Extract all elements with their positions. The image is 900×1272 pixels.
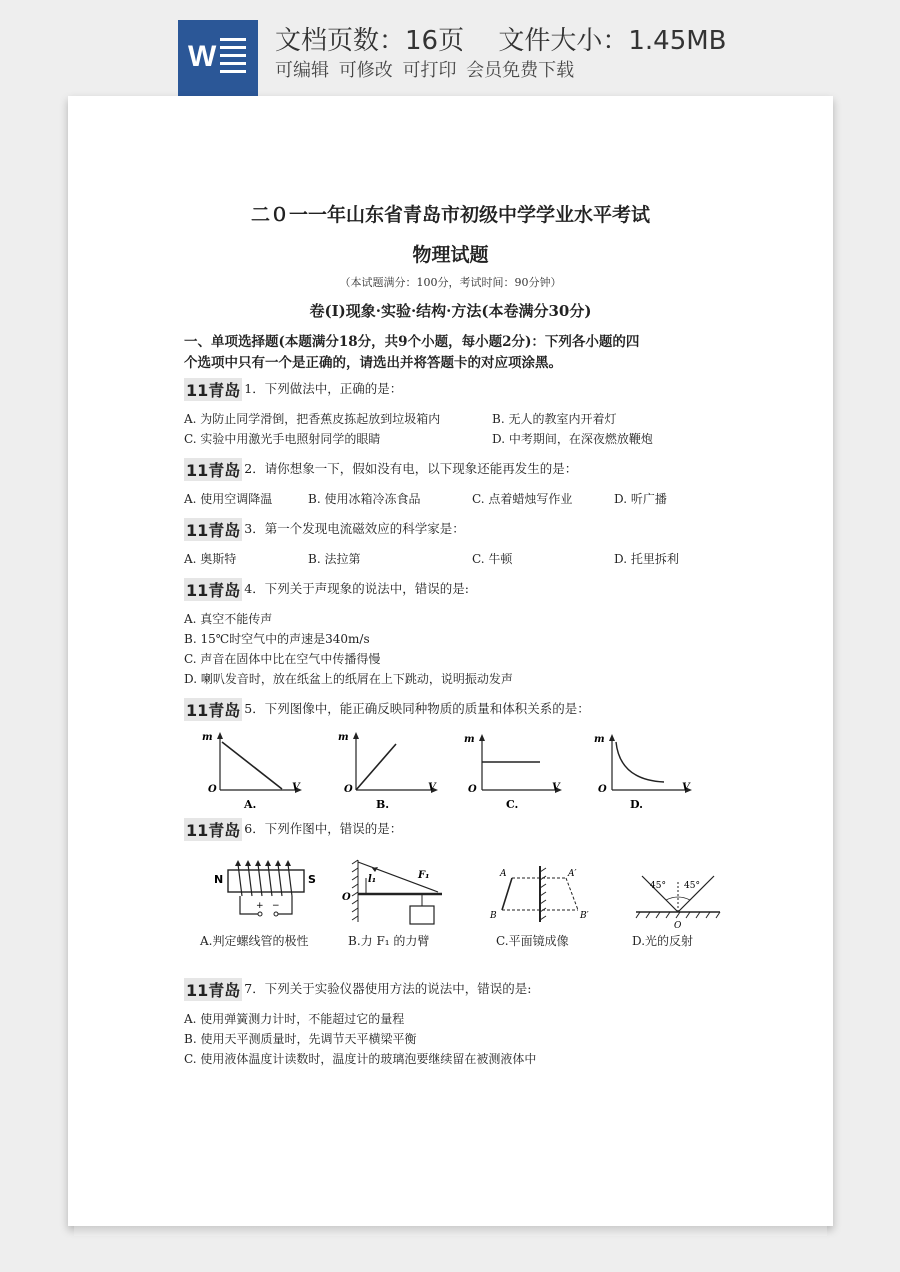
question-2 — [184, 458, 577, 481]
f1-label: F₁ — [418, 870, 430, 881]
graph-label: B. — [376, 798, 390, 811]
pole-s: S — [308, 873, 316, 886]
pole-n: N — [214, 873, 224, 886]
graph-d — [590, 728, 700, 812]
l1-label: l₁ — [368, 874, 377, 885]
source-tag: 11青岛 — [184, 378, 242, 401]
option-c: C. 牛顿 — [472, 552, 513, 566]
intro-line: 个选项中只有一个是正确的，请选出并将答题卡的对应项涂黑。 — [184, 355, 562, 371]
solenoid-figure — [208, 856, 328, 928]
source-tag: 11青岛 — [184, 518, 242, 541]
point-a: A — [500, 869, 507, 879]
source-tag: 11青岛 — [184, 578, 242, 601]
figure-caption-d: D.光的反射 — [632, 934, 694, 948]
option-d: D. 托里拆利 — [614, 552, 679, 566]
option-b: B. 15℃时空气中的声速是340m/s — [184, 632, 370, 646]
y-axis-label: m — [202, 732, 213, 743]
figure-caption-c: C.平面镜成像 — [496, 934, 569, 948]
figure-caption-b: B.力 F₁ 的力臂 — [348, 934, 430, 948]
x-axis-label: V — [428, 782, 436, 793]
option-b: B. 无人的教室内开着灯 — [492, 412, 617, 426]
source-tag: 11青岛 — [184, 818, 242, 841]
option-b: B. 使用冰箱冷冻食品 — [308, 492, 421, 506]
download-banner — [0, 0, 900, 96]
origin-label: O — [344, 784, 353, 795]
graph-label: A. — [244, 798, 257, 811]
exam-title: 二０一一年山东省青岛市初级中学学业水平考试 — [250, 204, 650, 226]
question-6 — [184, 818, 402, 841]
option-a: A. 奥斯特 — [184, 552, 237, 566]
option-b: B. 使用天平测质量时，先调节天平横梁平衡 — [184, 1032, 417, 1046]
point-a-image: A′ — [568, 869, 577, 879]
option-c: C. 声音在固体中比在空气中传播得慢 — [184, 652, 381, 666]
question-5 — [184, 698, 590, 721]
x-axis-label: V — [682, 782, 690, 793]
reflection-figure — [628, 868, 728, 932]
graph-c — [460, 728, 570, 812]
question-stem: 6．下列作图中，错误的是： — [244, 821, 403, 836]
figure-caption-a: A.判定螺线管的极性 — [200, 934, 309, 948]
file-info: 文档页数：16页 文件大小：1.45MB — [275, 26, 727, 56]
option-a: A. 为防止同学滑倒，把香蕉皮拣起放到垃圾箱内 — [184, 412, 441, 426]
option-d: D. 听广播 — [614, 492, 667, 506]
file-features: 可编辑 可修改 可打印 会员免费下载 — [275, 60, 575, 81]
option-a: A. 真空不能传声 — [184, 612, 273, 626]
exam-subtitle: 物理试题 — [412, 244, 489, 266]
question-7 — [184, 978, 531, 1001]
question-stem: 5．下列图像中，能正确反映同种物质的质量和体积关系的是： — [244, 701, 590, 716]
incidence-point: O — [674, 921, 682, 931]
source-tag: 11青岛 — [184, 978, 242, 1001]
graph-label: C. — [506, 798, 519, 811]
document-page — [68, 96, 833, 1226]
point-b-image: B′ — [580, 911, 589, 921]
minus-sign: − — [272, 901, 280, 911]
graph-b — [336, 728, 446, 812]
point-b: B — [490, 911, 497, 921]
question-3 — [184, 518, 465, 541]
angle-label: 45° — [684, 881, 700, 891]
x-axis-label: V — [552, 782, 560, 793]
question-stem: 4．下列关于声现象的说法中，错误的是: — [244, 581, 469, 596]
section-heading: 卷(I)现象·实验·结构·方法(本卷满分30分) — [309, 302, 592, 320]
option-a: A. 使用空调降温 — [184, 492, 273, 506]
question-stem: 7．下列关于实验仪器使用方法的说法中，错误的是: — [244, 981, 532, 996]
pivot-label: O — [342, 892, 351, 903]
origin-label: O — [598, 784, 607, 795]
origin-label: O — [468, 784, 477, 795]
source-tag: 11青岛 — [184, 698, 242, 721]
intro-line: 一、单项选择题(本题满分18分，共9个小题，每小题2分)：下列各小题的四 — [184, 334, 640, 350]
option-d: D. 中考期间，在深夜燃放鞭炮 — [492, 432, 653, 446]
source-tag: 11青岛 — [184, 458, 242, 481]
x-axis-label: V — [292, 782, 300, 793]
question-stem: 3．第一个发现电流磁效应的科学家是： — [244, 521, 465, 536]
mirror-figure — [486, 864, 596, 926]
exam-note: （本试题满分：100分，考试时间：90分钟） — [339, 276, 562, 289]
question-stem: 1．下列做法中，正确的是： — [244, 381, 403, 396]
word-doc-icon — [178, 20, 258, 96]
y-axis-label: m — [464, 734, 475, 745]
plus-sign: + — [256, 901, 264, 911]
section-intro — [184, 332, 739, 374]
question-1 — [184, 378, 402, 401]
origin-label: O — [208, 784, 217, 795]
graph-label: D. — [630, 798, 643, 811]
lever-figure — [338, 856, 450, 928]
y-axis-label: m — [594, 734, 605, 745]
option-b: B. 法拉第 — [308, 552, 361, 566]
option-a: A. 使用弹簧测力计时，不能超过它的量程 — [184, 1012, 405, 1026]
word-icon-letter: W — [188, 40, 217, 73]
question-4 — [184, 578, 469, 601]
option-d: D. 喇叭发音时，放在纸盆上的纸屑在上下跳动，说明振动发声 — [184, 672, 513, 686]
option-c: C. 实验中用激光手电照射同学的眼睛 — [184, 432, 381, 446]
option-c: C. 使用液体温度计读数时，温度计的玻璃泡要继续留在被测液体中 — [184, 1052, 537, 1066]
graph-a — [200, 728, 310, 812]
angle-label: 45° — [650, 881, 666, 891]
doc-lines-icon — [220, 38, 246, 78]
option-c: C. 点着蜡烛写作业 — [472, 492, 573, 506]
page-shadow — [74, 1226, 827, 1236]
y-axis-label: m — [338, 732, 349, 743]
question-stem: 2．请你想象一下，假如没有电，以下现象还能再发生的是： — [244, 461, 578, 476]
